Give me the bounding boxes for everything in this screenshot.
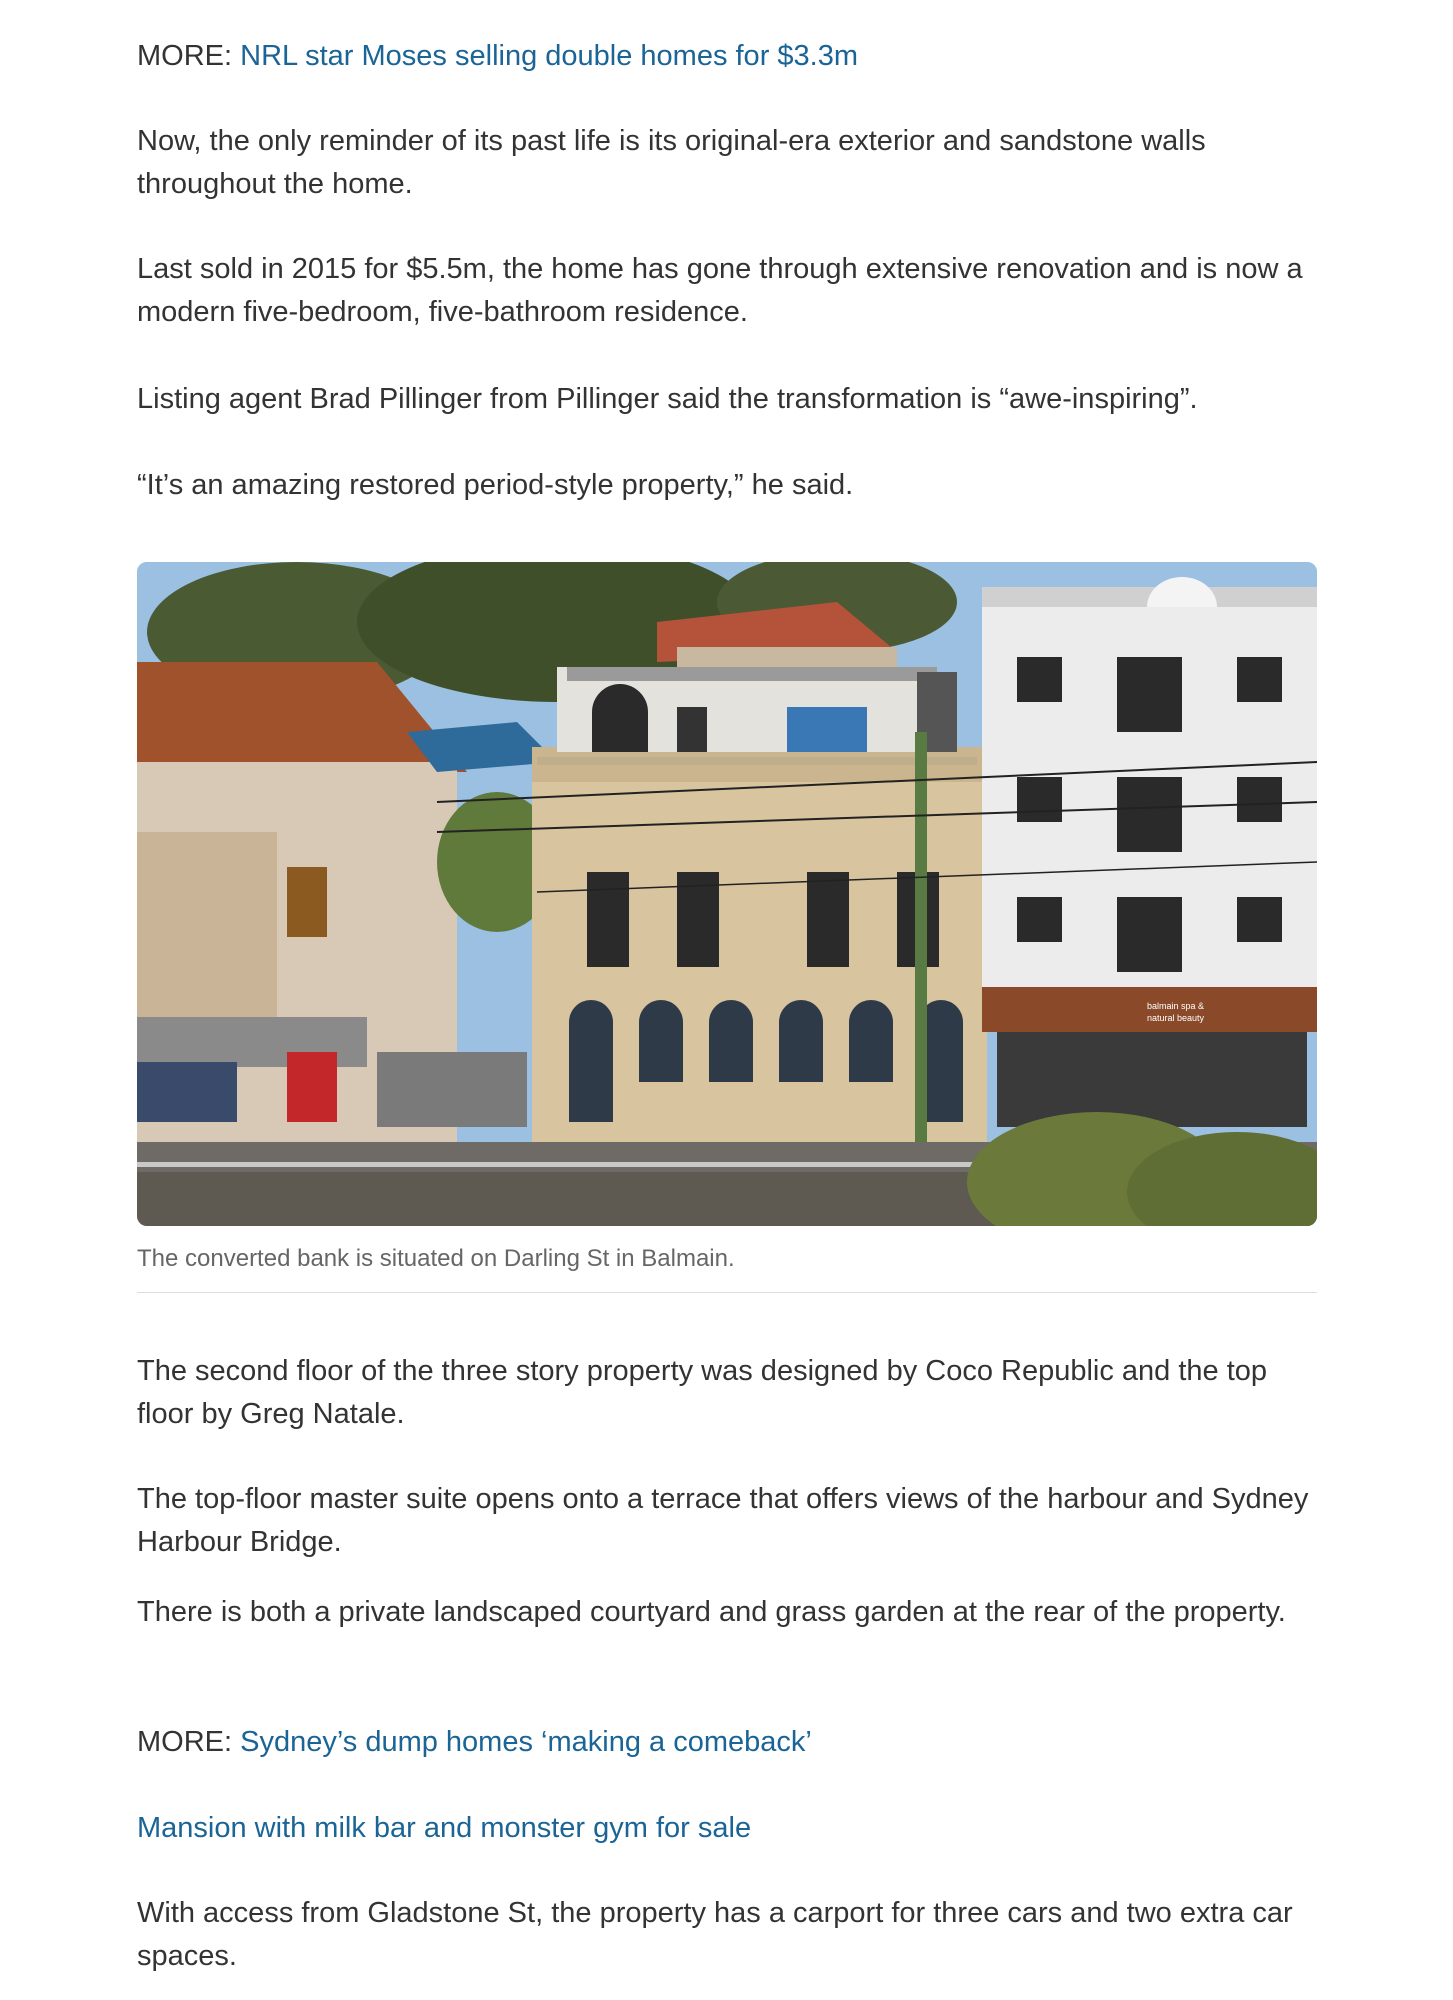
paragraph-carport: With access from Gladstone St, the property has a carport for three cars and two extra car spaces. [137, 1897, 1293, 1972]
shop-sign-line-1: balmain spa & [1147, 1001, 1205, 1011]
link-nrl-star-moses[interactable]: NRL star Moses selling double homes for $3.3m [240, 40, 859, 72]
paragraph-quote: “It’s an amazing restored period-style property,” he said. [137, 469, 854, 501]
article-photo [137, 562, 1317, 1226]
shop-sign-line-2: natural beauty [1147, 1013, 1205, 1023]
paragraph-second-floor: The second floor of the three story property was designed by Coco Republic and the top floor by Greg Natale. [137, 1355, 1268, 1430]
link-dump-homes[interactable]: Sydney’s dump homes ‘making a comeback’ [240, 1726, 812, 1758]
related-link-line [137, 1807, 1317, 1850]
more-link-line-1 [137, 35, 1317, 78]
more-link-line-2 [137, 1721, 1317, 1764]
paragraph-last-sold: Last sold in 2015 for $5.5m, the home has gone through extensive renovation and is now a modern five-bedroom, five-bathroom residence. [137, 253, 1303, 328]
caption-divider [137, 1292, 1317, 1293]
paragraph-listing-agent: Listing agent Brad Pillinger from Pillinger said the transformation is “awe-inspiring”. [137, 383, 1198, 415]
photo-caption: The converted bank is situated on Darling St in Balmain. [137, 1245, 735, 1272]
more-label: MORE: [137, 1726, 241, 1758]
converted-bank-photo [137, 562, 1317, 1226]
paragraph-past-life: Now, the only reminder of its past life is its original-era exterior and sandstone walls throughout the home. [137, 125, 1206, 200]
paragraph-courtyard: There is both a private landscaped courtyard and grass garden at the rear of the property. [137, 1596, 1286, 1628]
more-label: MORE: [137, 40, 241, 72]
paragraph-master-suite: The top-floor master suite opens onto a terrace that offers views of the harbour and Sydney Harbour Bridge. [137, 1483, 1309, 1558]
link-mansion-milk-bar[interactable]: Mansion with milk bar and monster gym for sale [137, 1812, 752, 1844]
